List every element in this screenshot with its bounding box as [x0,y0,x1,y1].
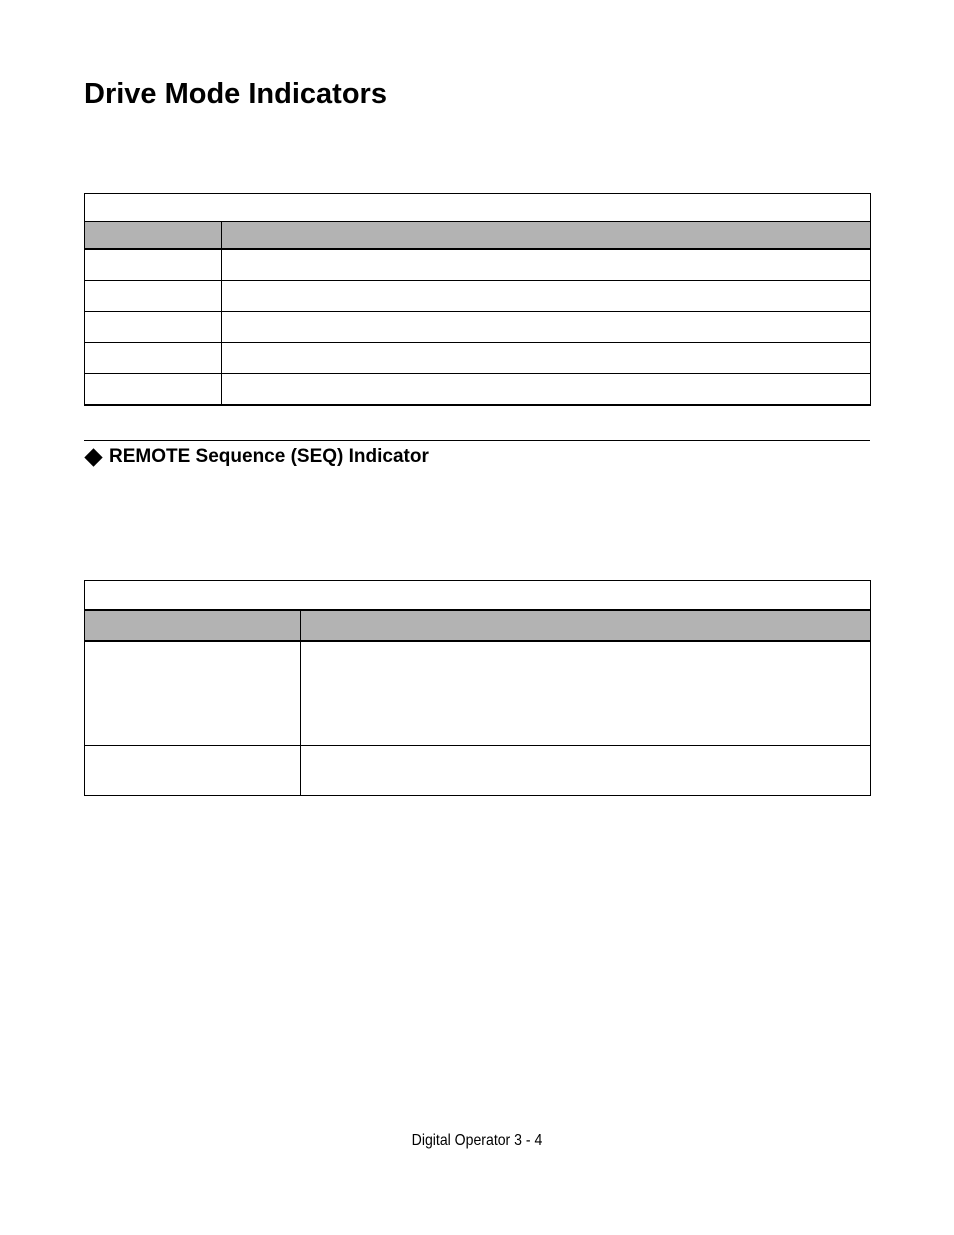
table-row [85,343,871,374]
table-cell [222,312,871,343]
table-cell [301,641,871,746]
table-cell [85,343,222,374]
diamond-bullet-icon [84,448,102,466]
seq-indicator-table [84,580,871,796]
table-row [85,281,871,312]
table-cell [85,374,222,406]
table-cell [301,746,871,796]
table-caption-row [85,581,871,611]
table-header-row [85,610,871,641]
table-cell [222,374,871,406]
table-header-cell [85,610,301,641]
table-cell [222,249,871,281]
table-row [85,249,871,281]
table-caption [85,194,871,222]
section-heading [84,445,429,469]
table-cell [85,312,222,343]
table-header-cell [85,222,222,250]
table-cell [85,281,222,312]
drive-mode-indicators-table [84,193,871,406]
page-title: Drive Mode Indicators [84,78,387,110]
section-heading-text: REMOTE Sequence (SEQ) Indicator [109,446,429,467]
table-row [85,374,871,406]
table-header-row [85,222,871,250]
table-caption-row [85,194,871,222]
section-divider [84,440,870,441]
table-header-cell [222,222,871,250]
table-cell [222,281,871,312]
table-cell [85,641,301,746]
table-row [85,312,871,343]
table-cell [222,343,871,374]
table-row [85,641,871,746]
table-caption [85,581,871,611]
page-footer: Digital Operator 3 - 4 [411,1132,543,1149]
table-header-cell [301,610,871,641]
table-row [85,746,871,796]
table-cell [85,249,222,281]
table-cell [85,746,301,796]
